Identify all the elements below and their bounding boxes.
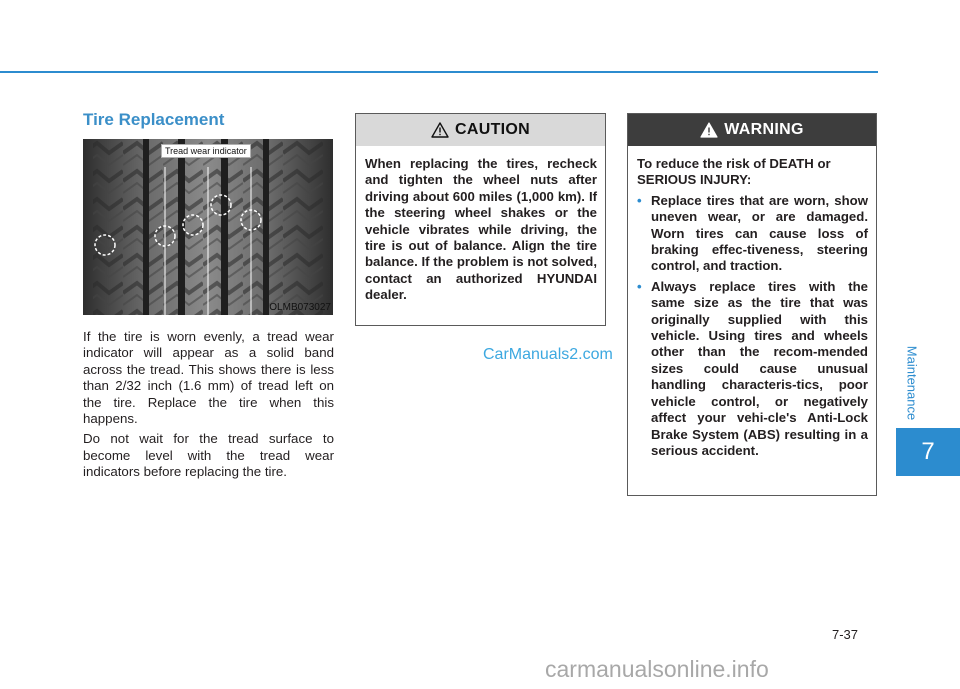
body-paragraph: If the tire is worn evenly, a tread wear indicator will appear as a solid band across the tread. This shows there is less than 2/32 inch (1.6 mm) of tread left on the tire. Replace the tire when this happens. — [83, 329, 334, 427]
chapter-label-text: Maintenance — [904, 345, 920, 420]
warning-list — [637, 193, 868, 460]
warning-triangle-icon — [431, 122, 449, 138]
footer-watermark: carmanualsonline.info — [545, 656, 769, 682]
caution-header — [356, 114, 605, 146]
figure-label: Tread wear indicator — [161, 144, 251, 158]
header-rule — [0, 71, 878, 73]
warning-triangle-icon — [700, 122, 718, 138]
warning-bullet-text: Always replace tires with the same size as the tire that was originally supplied with this vehicle. Using tires and wheels other than the recom-mended sizes could cause unusual handling characteris-tics, poor vehicle control, or negatively affect your vehi-cle's Anti-Lock Brake System (ABS) resulting in a serious accident. — [651, 278, 868, 458]
list-item — [637, 193, 868, 275]
site-watermark: CarManuals2.com — [483, 346, 613, 363]
tire-tread-figure — [83, 139, 333, 315]
bullet-icon: • — [637, 192, 642, 208]
warning-header — [628, 114, 876, 146]
section-title: Tire Replacement — [83, 110, 225, 129]
warning-content — [628, 146, 876, 459]
warning-intro: To reduce the risk of DEATH or SERIOUS INJURY: — [637, 156, 831, 188]
warning-bullet-text: Replace tires that are worn, show uneven wear, or are damaged. Worn tires can cause loss of braking effec-tiveness, steering control, and traction. — [651, 192, 868, 274]
warning-box — [627, 113, 877, 496]
bullet-icon: • — [637, 278, 642, 294]
chapter-tab: 7 — [896, 428, 960, 476]
body-text — [83, 329, 334, 485]
chapter-side-label — [902, 345, 922, 420]
list-item — [637, 279, 868, 459]
caution-title: CAUTION — [455, 121, 530, 138]
warning-title: WARNING — [724, 121, 804, 138]
tire-tread-illustration — [83, 139, 333, 315]
caution-text: When replacing the tires, recheck and tighten the wheel nuts after driving about 600 miles (1,000 km). If the steering wheel shakes or the vehicle vibrates while driving, the tire is out of balance. Align the tire balance. If the problem is not solved, contact an authorized HYUNDAI dealer. — [365, 156, 597, 303]
figure-code: OLMB073027 — [269, 302, 331, 313]
caution-box — [355, 113, 606, 326]
page-number: 7-37 — [832, 627, 859, 642]
body-paragraph: Do not wait for the tread surface to become level with the tread wear indicators before replacing the tire. — [83, 431, 334, 480]
